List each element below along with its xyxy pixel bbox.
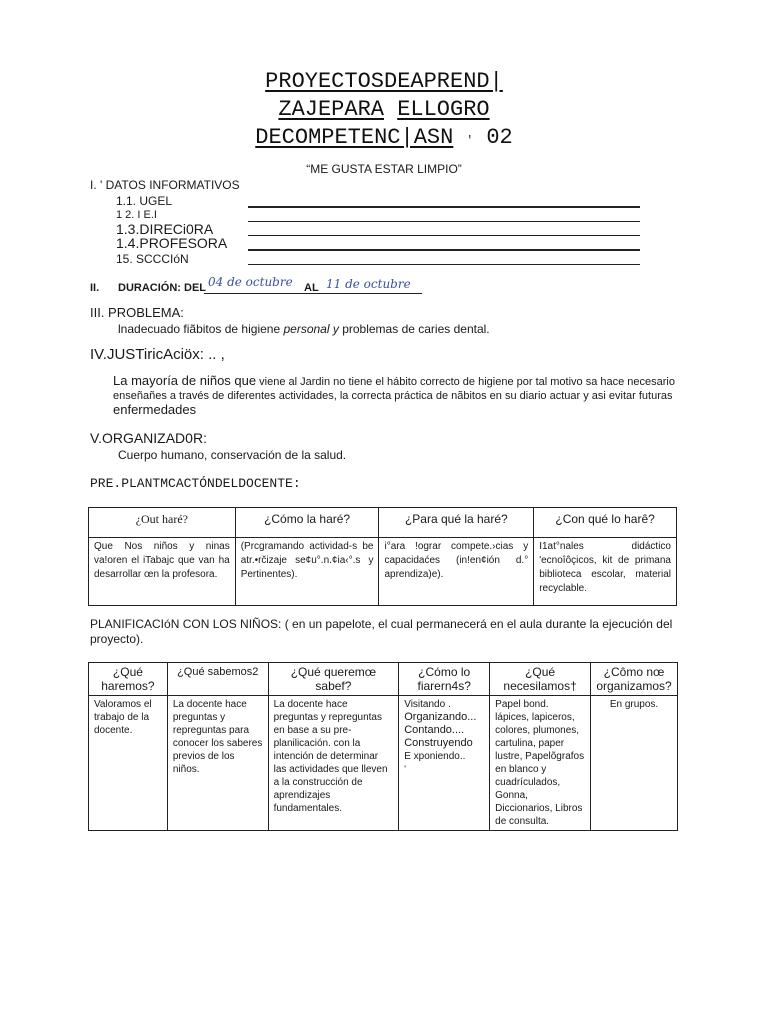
info-directora: 1.3.DIRECi0RA bbox=[116, 221, 214, 237]
info-iei: 1 2. I E.I bbox=[116, 209, 157, 221]
duration-line bbox=[204, 293, 422, 294]
kids-plan-header-row bbox=[89, 663, 678, 696]
title-line-3: DECOMPETENC|ASN ' 02 bbox=[255, 125, 513, 150]
kids-plan-cell: La docente hace preguntas y repreguntas para conocer los saberes previos de los niños. bbox=[167, 696, 268, 831]
section-4-heading: IV.JUSTiricAciöx: .. , bbox=[90, 346, 225, 363]
kids-plan-heading: PLANIFICACIóN CON LOS NIÑOS: ( en un papelote, el cual permanecerá en el aula durante la ejecución del proyecto). bbox=[90, 617, 673, 646]
kids-plan-header-como: ¿Cómo lo fiarern4s? bbox=[399, 663, 490, 696]
pre-plan-cell: I1at°nales didáctico 'ecnoîôçicos, kit de primana biblioteca escolar, material recyclable. bbox=[534, 538, 677, 606]
title-line-1: PROYECTOSDEAPREND| bbox=[265, 69, 503, 94]
pre-plan-cell: i°ara !ograr compete.›cias y capacidaćes (in!en¢ión d.° aprendiza)e). bbox=[379, 538, 534, 606]
pre-plan-header-row bbox=[89, 508, 677, 538]
kids-plan-table bbox=[88, 662, 678, 831]
pre-plan-header-con: ¿Con qué lo harê? bbox=[534, 508, 677, 538]
kids-plan-cell: Papel bond. lápices, lapiceros, colores, plumones, cartulina, paper lustre, Papelõgrafos en blanco y cuadrículados, Gonna, Diccionarios, Libros de consulta. bbox=[490, 696, 591, 831]
section-1-heading: I. ' DATOS INFORMATIVOS bbox=[90, 178, 240, 192]
section-2-number: II. bbox=[90, 282, 100, 294]
kids-plan-header-queremos: ¿Qué queremœ sabef? bbox=[268, 663, 399, 696]
title-line-2: ZAJEPARA ELLOGRO bbox=[278, 97, 490, 122]
section-3-heading: III. PROBLEMA: bbox=[90, 305, 184, 320]
info-profesora: 1.4.PROFESORA bbox=[116, 235, 228, 251]
duration-al: AL bbox=[304, 282, 319, 294]
pre-plan-row bbox=[89, 538, 677, 606]
kids-plan-cell: Valoramos el trabajo de la docente. bbox=[89, 696, 168, 831]
kids-plan-header-haremos: ¿Qué haremos? bbox=[89, 663, 168, 696]
field-line-directora bbox=[248, 235, 640, 236]
kids-plan-row bbox=[89, 696, 678, 831]
pre-plan-header-para: ¿Para qué la haré? bbox=[379, 508, 534, 538]
kids-plan-header-sabemos: ¿Qué sabemos2 bbox=[167, 663, 268, 696]
section-5-heading: V.ORGANIZAD0R: bbox=[90, 430, 207, 446]
kids-plan-header-necesitamos: ¿Qué necesilamos† bbox=[490, 663, 591, 696]
pre-plan-header-que: ¿Out haré? bbox=[89, 508, 236, 538]
info-ugel: 1.1. UGEL bbox=[116, 194, 173, 208]
problem-text: lnadecuado fiãbitos de higiene personal y problemas de caries dental. bbox=[118, 322, 490, 336]
kids-plan-cell: En grupos. bbox=[591, 696, 678, 831]
field-line-profesora bbox=[248, 249, 640, 251]
field-line-iei bbox=[248, 221, 640, 222]
kids-plan-header-organizamos: ¿Cômo nœ organizamos? bbox=[591, 663, 678, 696]
subtitle: “ME GUSTA ESTAR LIMPIO” bbox=[306, 162, 462, 176]
pre-plan-heading: PRE.PLANTMCACTÓNDELDOCENTE: bbox=[90, 476, 301, 491]
field-line-ugel bbox=[248, 206, 640, 208]
info-seccion: 15. SCCCIóN bbox=[116, 252, 189, 266]
pre-plan-cell: Que Nos niños y ninas va!oren el iTabajc que van ha desarrollar œn la profesora. bbox=[89, 538, 236, 606]
kids-plan-cell-como: Visitando . Organizando... Contando.... Construyendo E xponiendo.. ' bbox=[399, 696, 490, 831]
field-line-seccion bbox=[248, 264, 640, 265]
duration-to-handwritten: 11 de octubre bbox=[326, 277, 411, 291]
pre-plan-header-como: ¿Cómo la haré? bbox=[235, 508, 379, 538]
pre-plan-cell: (Prcgramando actividad-s be atr.•rčizaje se¢u°.n.¢ia‹°.s y Pertinentes). bbox=[235, 538, 379, 606]
kids-plan-cell: La docente hace preguntas y repreguntas en base a su pre-planilicación. con la intención de determinar las actividades que lleven a la construcción de aprendizajes fundamentales. bbox=[268, 696, 399, 831]
justification-text: La mayoría de niños que viene al Jardin no tiene el hábito correcto de higiene por tal motivo sa hace necesario enseñañes a través de diferentes actividades, la correcta práctica de nãbitos en su diario actuar y asi evitar futuras enfermedades bbox=[113, 373, 675, 417]
duration-label: DURACIÓN: DEL bbox=[118, 282, 206, 294]
pre-plan-table bbox=[88, 507, 677, 606]
duration-from-handwritten: 04 de octubre bbox=[208, 275, 293, 289]
organizer-text: Cuerpo humano, conservación de la salud. bbox=[118, 448, 347, 462]
